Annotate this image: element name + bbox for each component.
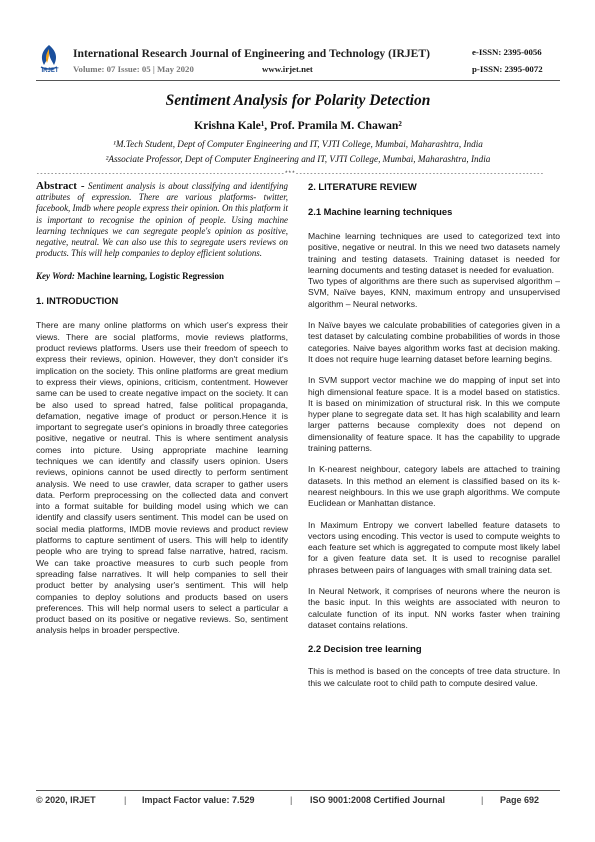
journal-website: www.irjet.net: [262, 64, 313, 74]
ml-paragraph-1: Machine learning techniques are used to categorized text into positive, negative or neutral. In this we need two datasets namely training and testing datasets. Training dataset is needed for learning documents and testing dataset is needed for evaluation.: [308, 231, 560, 275]
introduction-heading: 1. INTRODUCTION: [36, 295, 119, 307]
footer-divider: [36, 790, 560, 791]
literature-heading: 2. LITERATURE REVIEW: [308, 181, 417, 192]
volume-issue: Volume: 07 Issue: 05 | May 2020: [73, 64, 194, 74]
right-column: [308, 181, 560, 689]
neural-network-paragraph: In Neural Network, it comprises of neurons where the neuron is the basic input. In this weights are associated with neuron to calculate function of its input. NN works faster when training dataset contains relations.: [308, 586, 560, 630]
ml-paragraph-2: Two types of algorithms are there such as supervised algorithm – SVM, Naïve bayes, KNN, maximum entropy and unsupervised algorithm – Neural networks.: [308, 276, 560, 309]
naive-bayes-paragraph: In Naïve bayes we calculate probabilities of categories given in a test dataset by calculating combine probabilities of words in those categories. Naive bayes algorithm works fast at decision making. It does not require huge learning dataset before learning begins.: [308, 320, 560, 364]
eissn: e-ISSN: 2395-0056: [472, 47, 542, 57]
paper-title: Sentiment Analysis for Polarity Detection: [165, 92, 431, 109]
journal-name: International Research Journal of Engineering and Technology (IRJET): [73, 47, 430, 60]
affiliation-2: ²Associate Professor, Dept of Computer Engineering and IT, VJTI College, Mumbai, Maharashtra, India: [105, 154, 491, 164]
logo-text: IRJET: [41, 68, 59, 74]
abstract: [36, 181, 288, 259]
keywords-body: Machine learning, Logistic Regression: [77, 271, 224, 282]
left-column: [36, 181, 288, 637]
keywords-heading: Key Word:: [36, 271, 75, 282]
footer-page-number: Page 692: [500, 795, 540, 805]
page-footer: [36, 795, 560, 809]
footer-iso: ISO 9001:2008 Certified Journal: [310, 795, 446, 805]
footer-separator: |: [124, 795, 127, 805]
keywords: [36, 271, 288, 281]
knn-paragraph: In K-nearest neighbour, category labels are attached to training datasets. In this method an element is classified based on its k-nearest neighbours. In this we use graph algorithms. We compute Euclidean or Manhattan distance.: [308, 464, 560, 509]
abstract-heading: Abstract -: [36, 180, 85, 192]
footer-copyright: © 2020, IRJET: [36, 795, 96, 805]
abstract-body: Sentiment analysis is about classifying and identifying attributes of expression. There are various platforms- twitter, facebook, Imdb where people express their opinion. On this platform it is important to recognise the opinion of people. Using machine learning techniques we can segregate people's opinion as positive, negative, neutral. We can also use this to segregate users reviews on products. This will help companies to deploy efficient solutions.: [36, 181, 288, 259]
header-divider: [36, 80, 560, 81]
paper-authors: Krishna Kale¹, Prof. Pramila M. Chawan²: [194, 119, 402, 132]
affiliation-1: ¹M.Tech Student, Dept of Computer Engineering and IT, VJTI College, Mumbai, Maharashtra, India: [113, 139, 483, 149]
section-separator: ---------------------------------------------------------------------***---------------------------------------------------------------------: [36, 170, 544, 177]
pissn: p-ISSN: 2395-0072: [472, 64, 543, 74]
footer-impact-factor: Impact Factor value: 7.529: [142, 795, 255, 805]
footer-separator: |: [481, 795, 484, 805]
max-entropy-paragraph: In Maximum Entropy we convert labelled feature datasets to vectors using encoding. This vector is used to compute weights to each feature set which is aggregated to compute most likely label for a given feature data set. It is used to recognise parallel phrases between pairs of languages with small training data set.: [308, 519, 560, 575]
decision-tree-paragraph: This is method is based on the concepts of tree data structure. In this we calculate root to child path to compute desired value.: [308, 666, 560, 688]
introduction-body: There are many online platforms on which user's express their views. There are social platforms, movie reviews platforms, product reviews platforms. Users use their freedom of speech to express their reviews, opinion. However, they don't consider it's implication on the society. This online platforms are great medium to express their views, opinions, criticism, contentment. However same can be used to create negative impact on the society. It can be also used to spread hatred, false political propaganda, defamation, negative image of product or person.Hence it is important to segregate user's opinions in broadly three categories positive, negative or neutral. This is where sentiment analysis comes into picture. Using appropriate machine learning techniques we can identify and classify users opinion. Users reviews, opinions cannot be used directly to perform sentiment analysis. We need to use crawler, data scraper to gather users data. Perform preprocessing on the collected data and convert into a format suitable for building model using which we can identify and classify users sentiment. This model can be used on social media platforms, IMDB movie reviews and product review platforms to capture sentiment of users. This will help to identify people who are trying to spread false narrative, hatred, racism. We can take proactive measures to curb such people from spreading false narratives. It will help companies to sell their product better by analysing user's sentiment. This will help companies to deploy solutions and products based on users preferences. This will help normal users to select a particular a product based on its positive or negative reviews. So, sentiment analysis helps in broader perspective.: [36, 320, 288, 636]
svm-paragraph: In SVM support vector machine we do mapping of input set into high dimensional feature space. It is a model based on statistics. It is based on minimization of structural risk. In this we compute hyper plane to segregate data set. It has high scalability and learn larger patterns because complexity does not depend on dimensionality of feature space. It has the capability to upgrade training patterns.: [308, 375, 560, 454]
footer-separator: |: [290, 795, 293, 805]
ml-techniques-heading: 2.1 Machine learning techniques: [308, 206, 453, 217]
decision-tree-heading: 2.2 Decision tree learning: [308, 643, 422, 655]
